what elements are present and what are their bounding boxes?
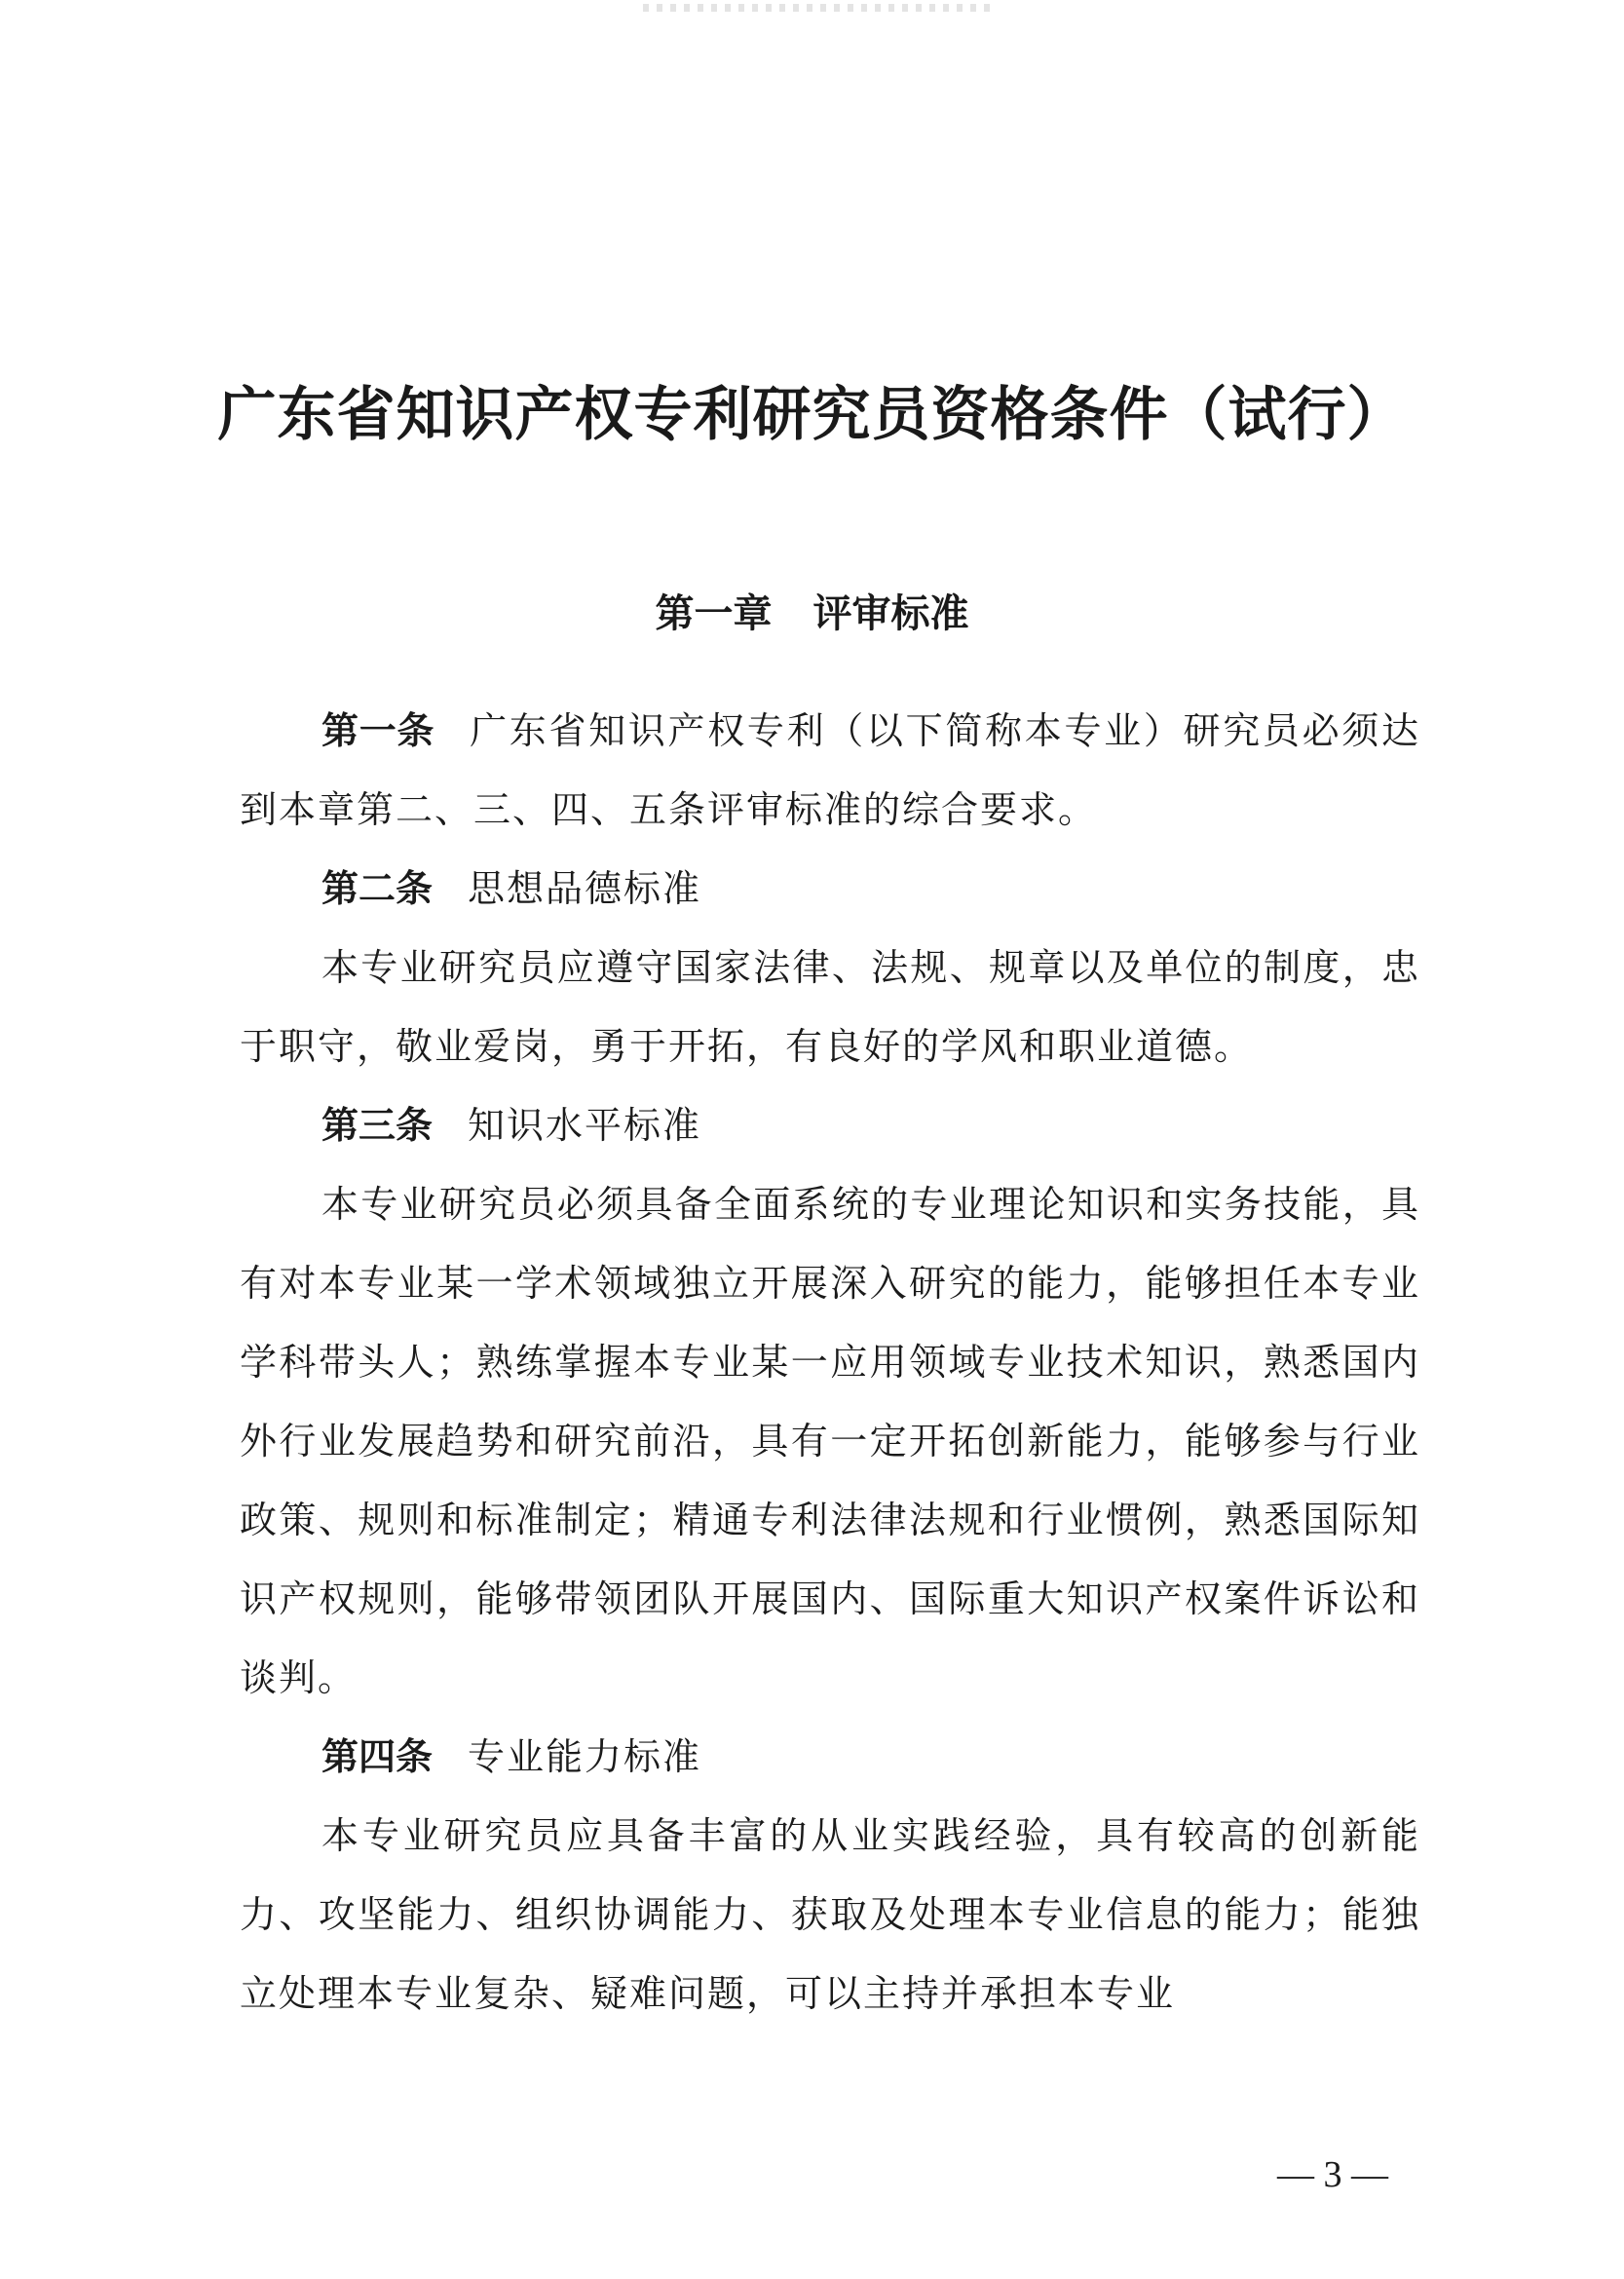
chapter-number: 第一章 [655,591,773,636]
article-label: 第三条 [321,1104,434,1147]
article-paragraph [240,692,1420,850]
article-label: 第一条 [321,709,435,752]
document-title: 广东省知识产权专利研究员资格条件（试行） [217,381,1407,449]
article-paragraph [240,1718,1420,1797]
body-paragraph [240,1797,1420,2033]
paragraph-text: 广东省知识产权专利（以下简称本专业）研究员必须达到本章第二、三、四、五条评审标准的综合要求。 [240,709,1420,831]
paragraph-text: 知识水平标准 [468,1104,702,1147]
paragraph-text: 本专业研究员必须具备全面系统的专业理论知识和实务技能，具有对本专业某一学术领域独立开展深入研究的能力，能够担任本专业学科带头人；熟练掌握本专业某一应用领域专业技术知识，熟悉国内外行业发展趋势和研究前沿，具有一定开拓创新能力，能够参与行业政策、规则和标准制定；精通专利法律法规和行业惯例，熟悉国际知识产权规则，能够带领团队开展国内、国际重大知识产权案件诉讼和谈判。 [240,1183,1420,1699]
paragraph-text: 本专业研究员应具备丰富的从业实践经验，具有较高的创新能力、攻坚能力、组织协调能力、获取及处理本专业信息的能力；能独立处理本专业复杂、疑难问题，可以主持并承担本专业 [240,1814,1420,2015]
scan-artifact [643,4,994,12]
article-paragraph [240,1086,1420,1165]
paragraph-text: 思想品德标准 [468,867,702,910]
document-body [240,692,1420,2033]
page-number: — 3 — [1277,2154,1388,2195]
paragraph-text: 专业能力标准 [468,1735,702,1778]
body-paragraph [240,1165,1420,1718]
paragraph-text: 本专业研究员应遵守国家法律、法规、规章以及单位的制度，忠于职守，敬业爱岗，勇于开拓，有良好的学风和职业道德。 [240,946,1420,1068]
chapter-heading [0,583,1624,638]
chapter-name: 评审标准 [812,591,969,636]
article-label: 第二条 [321,867,434,910]
body-paragraph [240,929,1420,1086]
article-paragraph [240,850,1420,929]
article-label: 第四条 [321,1735,434,1778]
